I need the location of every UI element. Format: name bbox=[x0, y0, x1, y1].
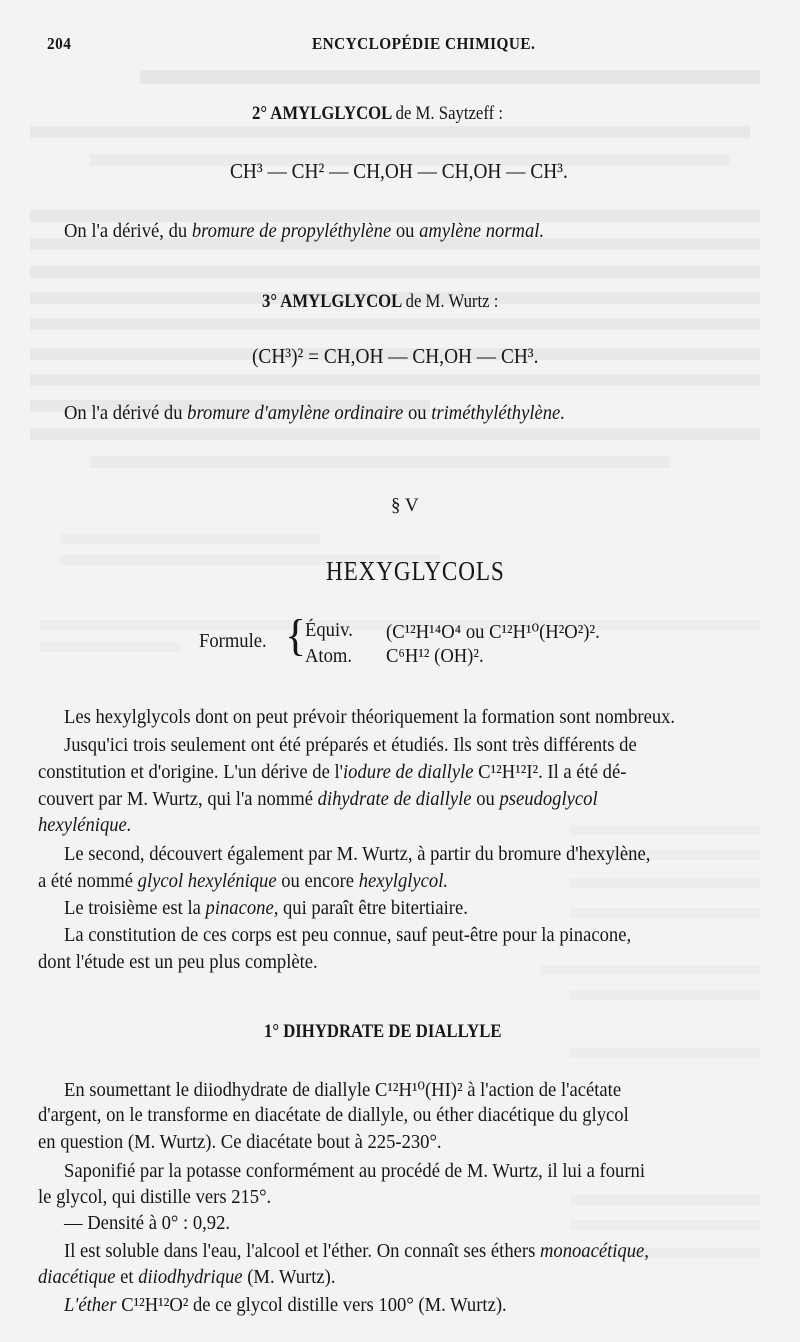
intro-line-2: Jusqu'ici trois seulement ont été préparés et étudiés. Ils sont très différents de bbox=[64, 734, 637, 756]
text: a été nommé bbox=[38, 870, 138, 892]
formule-atom-value: C⁶H¹² (OH)². bbox=[386, 645, 484, 667]
dihydrate-p2-line-1: Saponifié par la potasse conformément au procédé de M. Wurtz, il lui a fourni bbox=[64, 1160, 646, 1182]
derivation-italic2: triméthyléthylène. bbox=[431, 402, 565, 424]
intro-line-4 bbox=[38, 788, 598, 811]
dihydrate-p1-line-2: d'argent, on le transforme en diacétate de diallyle, ou éther diacétique du glycol bbox=[38, 1104, 629, 1126]
italic-text: pinacone, bbox=[205, 897, 279, 919]
section-title: HEXYGLYCOLS bbox=[326, 556, 505, 586]
text: ou bbox=[471, 788, 500, 810]
page-number: 204 bbox=[47, 34, 72, 53]
italic-text: iodure de diallyle bbox=[343, 761, 474, 783]
text: (M. Wurtz). bbox=[242, 1266, 336, 1288]
amylglycol3-heading-title: 3° AMYLGLYCOL bbox=[262, 291, 402, 312]
brace-symbol: { bbox=[285, 611, 307, 660]
running-title: ENCYCLOPÉDIE CHIMIQUE. bbox=[312, 34, 536, 53]
constitution-line-2: dont l'étude est un peu plus complète. bbox=[38, 951, 318, 973]
italic-text: glycol hexylénique bbox=[137, 870, 277, 892]
amylglycol3-heading-suffix: de M. Wurtz : bbox=[405, 291, 499, 312]
dihydrate-p2-line-2: le glycol, qui distille vers 215°. bbox=[38, 1186, 272, 1208]
amylglycol2-heading-suffix: de M. Saytzeff : bbox=[395, 103, 503, 124]
dihydrate-p1-line-3: en question (M. Wurtz). Ce diacétate bout à 225-230°. bbox=[38, 1131, 442, 1153]
text: ou encore bbox=[276, 870, 359, 892]
amylglycol2-derivation bbox=[64, 220, 544, 243]
derivation-prefix: On l'a dérivé du bbox=[64, 402, 183, 424]
derivation-italic: bromure de propyléthylène bbox=[191, 220, 392, 242]
italic-text: hexylglycol. bbox=[358, 870, 449, 892]
formule-label: Formule. bbox=[199, 630, 267, 652]
dihydrate-p5 bbox=[64, 1294, 507, 1317]
intro-line-3 bbox=[38, 761, 626, 784]
text: couvert par M. Wurtz, qui l'a nommé bbox=[38, 788, 318, 810]
text: C¹²H¹²I². Il a été dé- bbox=[473, 761, 627, 783]
italic-text: L'éther bbox=[64, 1294, 117, 1316]
derivation-prefix: On l'a dérivé, du bbox=[64, 220, 188, 242]
formule-atom-label: Atom. bbox=[305, 645, 353, 667]
italic-text: monoacétique, bbox=[539, 1240, 649, 1262]
dihydrate-p1-line-1: En soumettant le diiodhydrate de diallyle C¹²H¹⁰(HI)² à l'action de l'acétate bbox=[64, 1079, 622, 1101]
italic-text: diacétique bbox=[38, 1266, 116, 1288]
italic-text: hexylénique. bbox=[38, 814, 132, 836]
text: Le troisième est la bbox=[64, 897, 206, 919]
text: C¹²H¹²O² de ce glycol distille vers 100° (M. Wurtz). bbox=[116, 1294, 507, 1316]
amylglycol3-derivation bbox=[64, 402, 565, 425]
text: et bbox=[115, 1266, 139, 1288]
amylglycol2-formula: CH³ — CH² — CH,OH — CH,OH — CH³. bbox=[230, 159, 568, 183]
amylglycol3-heading bbox=[262, 291, 498, 313]
formule-equiv-label: Équiv. bbox=[305, 619, 353, 641]
dihydrate-p3: — Densité à 0° : 0,92. bbox=[64, 1212, 231, 1234]
second-line-1: Le second, découvert également par M. Wurtz, à partir du bromure d'hexylène, bbox=[64, 843, 651, 865]
section-marker: § V bbox=[391, 495, 419, 516]
derivation-mid: ou bbox=[395, 220, 415, 242]
second-line-2 bbox=[38, 870, 448, 893]
text: Il est soluble dans l'eau, l'alcool et l'éther. On connaît ses éthers bbox=[64, 1240, 540, 1262]
intro-line-1: Les hexylglycols dont on peut prévoir théoriquement la formation sont nombreux. bbox=[64, 706, 676, 728]
text: qui paraît être bitertiaire. bbox=[278, 897, 468, 919]
dihydrate-p4-line-2 bbox=[38, 1266, 335, 1289]
italic-text: diiodhydrique bbox=[138, 1266, 243, 1288]
amylglycol2-heading bbox=[252, 103, 503, 125]
italic-text: pseudoglycol bbox=[499, 788, 598, 810]
formule-equiv-value: (C¹²H¹⁴O⁴ ou C¹²H¹⁰(H²O²)². bbox=[386, 621, 600, 643]
third-line-1 bbox=[64, 897, 468, 920]
derivation-italic: bromure d'amylène ordinaire bbox=[187, 402, 404, 424]
dihydrate-heading: 1° DIHYDRATE DE DIALLYLE bbox=[264, 1021, 502, 1042]
derivation-italic2: amylène normal. bbox=[419, 220, 545, 242]
amylglycol3-formula: (CH³)² = CH,OH — CH,OH — CH³. bbox=[252, 344, 539, 368]
derivation-mid: ou bbox=[407, 402, 427, 424]
dihydrate-p4-line-1 bbox=[64, 1240, 649, 1263]
intro-line-5 bbox=[38, 814, 131, 837]
italic-text: dihydrate de diallyle bbox=[317, 788, 472, 810]
amylglycol2-heading-title: 2° AMYLGLYCOL bbox=[252, 103, 392, 124]
text: constitution et d'origine. L'un dérive de l' bbox=[38, 761, 344, 783]
constitution-line-1: La constitution de ces corps est peu connue, sauf peut-être pour la pinacone, bbox=[64, 924, 632, 946]
